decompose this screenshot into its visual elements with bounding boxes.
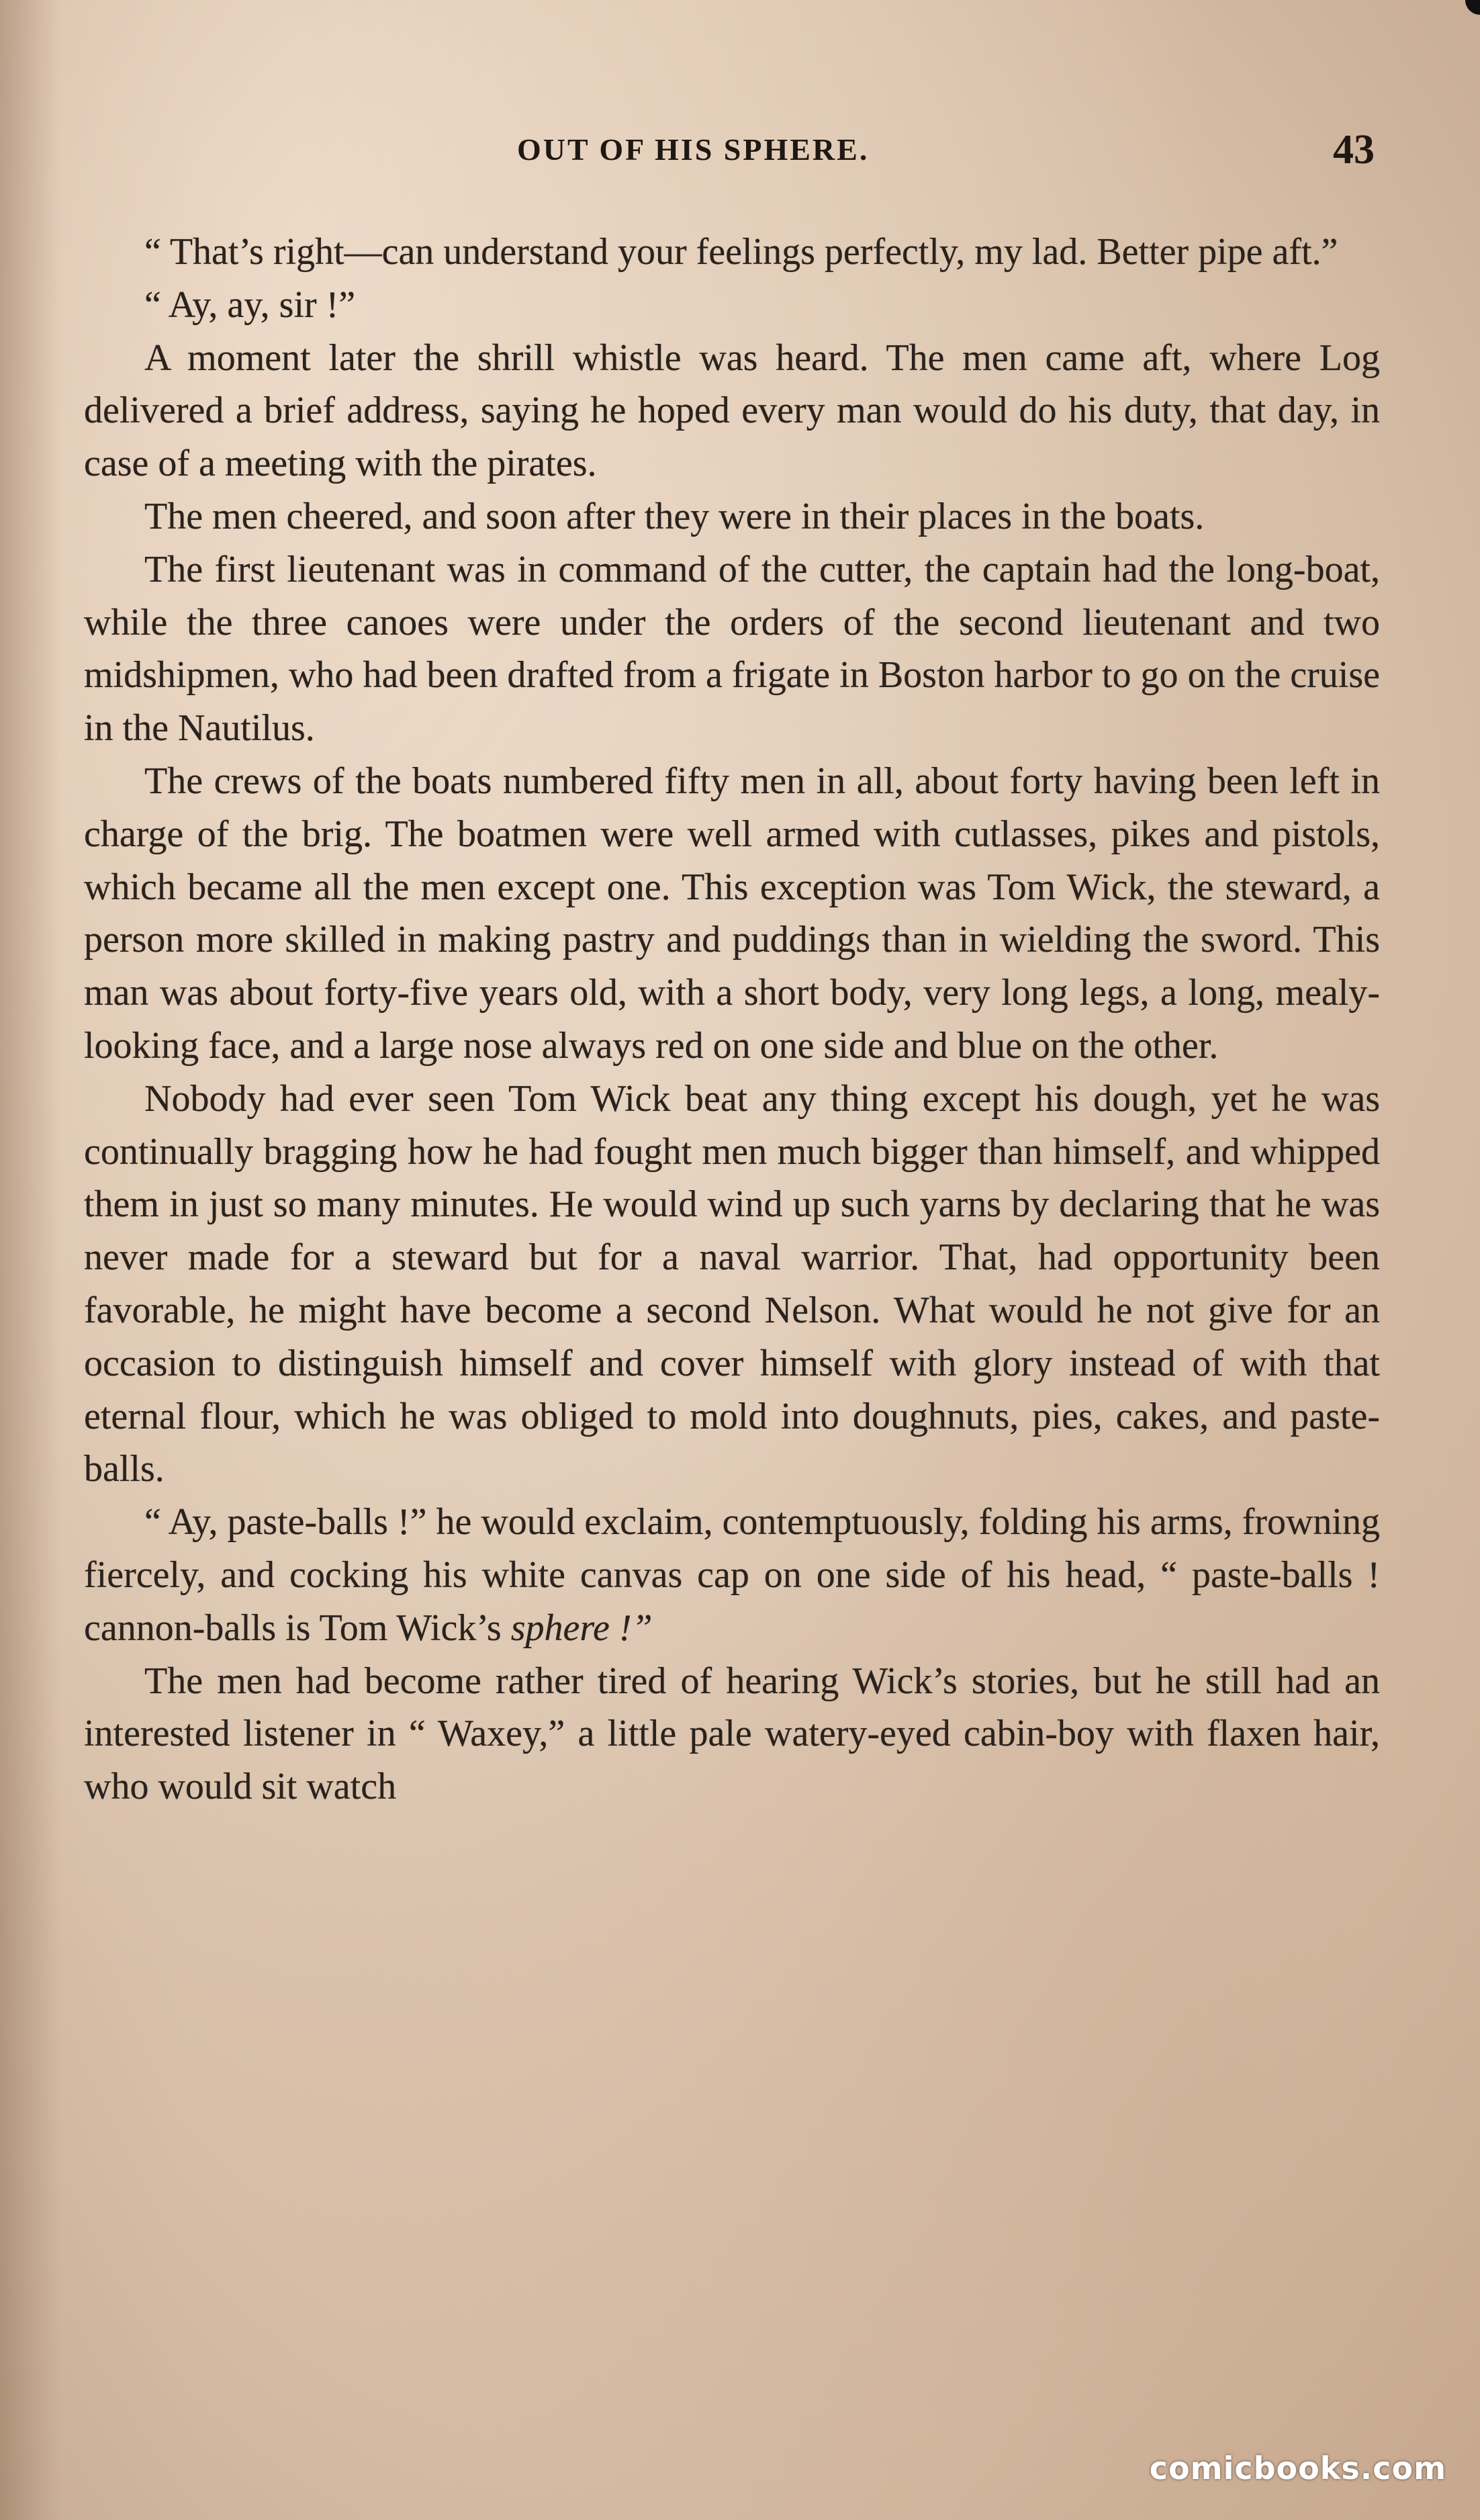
paragraph: [84, 332, 1380, 490]
body-text: [84, 226, 1380, 1813]
page-number: 43: [1333, 127, 1375, 173]
paragraph-text: “ That’s right—can understand your feelings perfectly, my lad. Better pipe aft.”: [144, 231, 1338, 273]
paragraph-text: A moment later the shrill whistle was heard. The men came aft, where Log delivered a brief address, saying he hoped every man would do his duty, that day, in case of a meeting with the pirates.: [84, 336, 1380, 485]
paragraph: [84, 1496, 1380, 1654]
paragraph-text: “ Ay, ay, sir !”: [144, 283, 356, 326]
corner-mark: [1465, 0, 1480, 15]
paragraph-text: The first lieutenant was in command of the cutter, the captain had the long-boat, while the three canoes were under the orders of the second lieutenant and two midshipmen, who had been drafted from a frigate in Boston harbor to go on the cruise in the Nautilus.: [84, 548, 1380, 750]
paragraph-text: “ Ay, paste-balls !” he would exclaim, contemptuously, folding his arms, frowning fiercely, and cocking his white canvas cap on one side of his head, “ paste-balls ! cannon-balls is Tom Wick’s: [84, 1501, 1380, 1649]
watermark: comicbooks.com: [1149, 2450, 1446, 2486]
paragraph: [84, 279, 1380, 332]
running-head: [0, 126, 1480, 180]
paragraph: [84, 1073, 1380, 1496]
paragraph-text: The crews of the boats numbered fifty men in all, about forty having been left in charge of the brig. The boatmen were well armed with cutlasses, pikes and pistols, which became all the men except one. This exception was Tom Wick, the steward, a person more skilled in making pastry and puddings than in wielding the sword. This man was about forty-five years old, with a short body, very long legs, a long, mealy-looking face, and a large nose always red on one side and blue on the other.: [84, 760, 1380, 1067]
paragraph: [84, 226, 1380, 279]
paragraph-text: The men had become rather tired of hearing Wick’s stories, but he still had an interested listener in “ Waxey,” a little pale watery-eyed cabin-boy with flaxen hair, who would sit watch: [84, 1660, 1380, 1808]
italic-text: sphere !”: [510, 1607, 653, 1649]
binding-shadow: [0, 0, 60, 2520]
paragraph-text: The men cheered, and soon after they were in their places in the boats.: [144, 495, 1205, 537]
paragraph-text: Nobody had ever seen Tom Wick beat any thing except his dough, yet he was continually bragging how he had fought men much bigger than himself, and whipped them in just so many minutes. He would wind up such yarns by declaring that he was never made for a steward but for a naval warrior. That, had opportunity been favorable, he might have become a second Nelson. What would he not give for an occasion to distinguish himself and cover himself with glory instead of with that eternal flour, which he was obliged to mold into doughnuts, pies, cakes, and paste-balls.: [84, 1077, 1380, 1490]
paragraph: [84, 1655, 1380, 1813]
running-title: OUT OF HIS SPHERE.: [517, 132, 870, 167]
paragraph: [84, 755, 1380, 1073]
paragraph: [84, 543, 1380, 755]
paragraph: [84, 490, 1380, 543]
